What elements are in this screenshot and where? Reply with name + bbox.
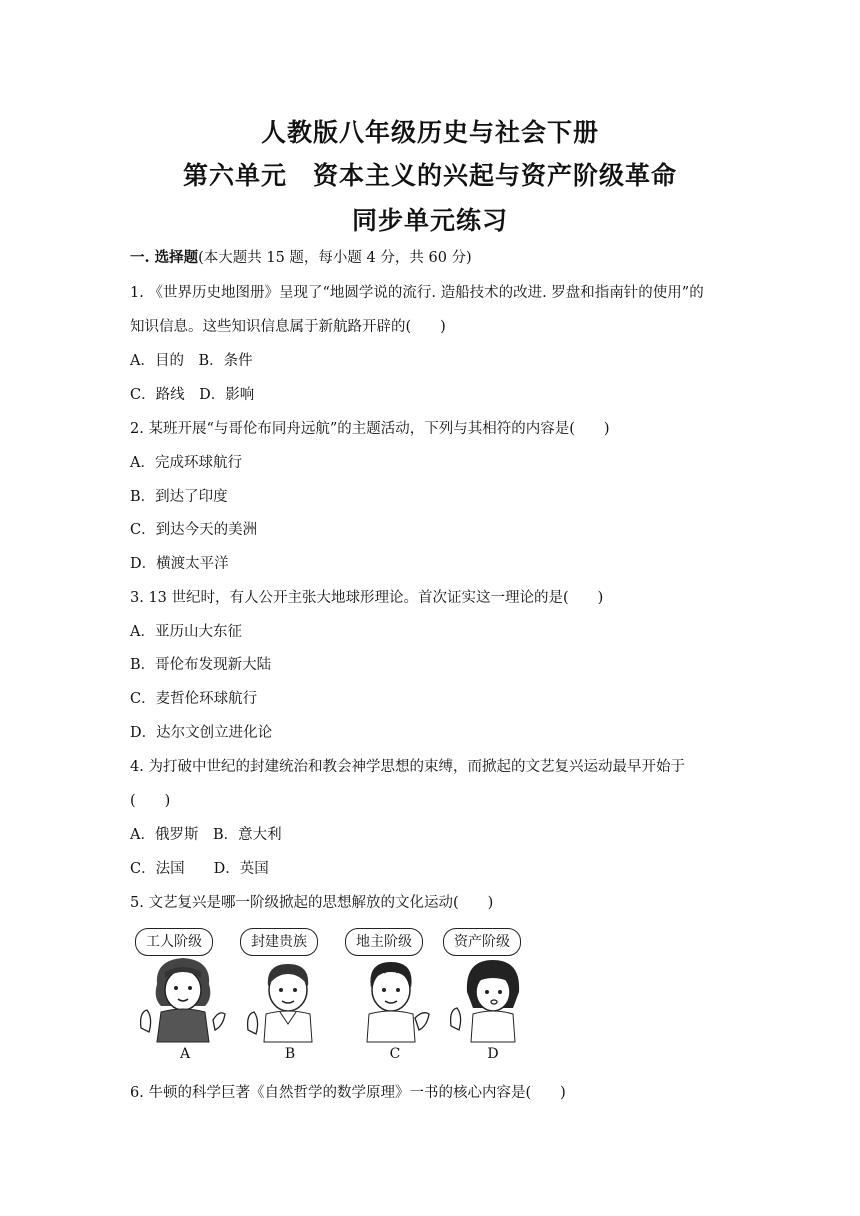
question-4-option: C．法国 D．英国 (130, 861, 269, 877)
question-1-option: C．路线 D．影响 (130, 387, 255, 403)
question-4-option: A．俄罗斯 B．意大利 (130, 827, 282, 843)
question-1-stem: 1. 《世界历史地图册》呈现了“地圆学说的流行. 造船技术的改进. 罗盘和指南针的使用”的 (130, 285, 704, 301)
question-1-stem-cont: 知识信息。这些知识信息属于新航路开辟的( ) (130, 319, 446, 335)
question-1-option: A．目的 B．条件 (130, 353, 253, 369)
section-heading-label: 一. 选择题 (130, 249, 199, 266)
question-2-option: B．到达了印度 (130, 489, 228, 505)
option-label: B (284, 1046, 296, 1062)
option-label: C (389, 1046, 401, 1062)
unit-title: 第六单元 资本主义的兴起与资产阶级革命 (182, 161, 677, 190)
exercise-title: 同步单元练习 (351, 206, 508, 235)
question-2-stem: 2. 某班开展“与哥伦布同舟远航”的主题活动，下列与其相符的内容是( ) (130, 421, 610, 437)
section-heading-note: (本大题共 15 题，每小题 4 分，共 60 分) (198, 250, 472, 266)
speech-bubble: 工人阶级 (135, 928, 213, 956)
girl-illustration-icon (135, 952, 235, 1044)
speech-bubble: 资产阶级 (443, 928, 521, 956)
question-3-option: C．麦哲伦环球航行 (130, 691, 258, 707)
option-label: A (179, 1046, 191, 1062)
figure-person-d (443, 922, 543, 1067)
document-title: 人教版八年级历史与社会下册 (260, 118, 599, 147)
boy-illustration-icon (240, 952, 340, 1044)
girl-illustration-icon (443, 952, 543, 1044)
question-6-stem: 6. 牛顿的科学巨著《自然哲学的数学原理》一书的核心内容是( ) (130, 1085, 566, 1101)
question-3-stem: 3. 13 世纪时，有人公开主张大地球形理论。首次证实这一理论的是( ) (130, 590, 604, 606)
question-2-option: C．到达今天的美洲 (130, 522, 258, 538)
option-label: D (487, 1046, 499, 1062)
question-3-option: A．亚历山大东征 (130, 624, 242, 640)
question-2-option: D．横渡太平洋 (130, 556, 229, 572)
question-4-stem-cont: ( ) (130, 793, 171, 809)
section-heading (130, 246, 472, 267)
question-3-option: B．哥伦布发现新大陆 (130, 657, 272, 673)
figure-person-c (345, 922, 445, 1067)
speech-bubble: 地主阶级 (345, 928, 423, 956)
speech-bubble: 封建贵族 (240, 928, 318, 956)
figure-person-a (135, 922, 235, 1067)
question-3-option: D．达尔文创立进化论 (130, 725, 273, 741)
figure-person-b (240, 922, 340, 1067)
boy-illustration-icon (345, 952, 445, 1044)
question-2-option: A．完成环球航行 (130, 455, 242, 471)
question-5-figure (125, 922, 545, 1067)
question-4-stem: 4. 为打破中世纪的封建统治和教会神学思想的束缚，而掀起的文艺复兴运动最早开始于 (130, 759, 685, 775)
question-5-stem: 5. 文艺复兴是哪一阶级掀起的思想解放的文化运动( ) (130, 895, 494, 911)
